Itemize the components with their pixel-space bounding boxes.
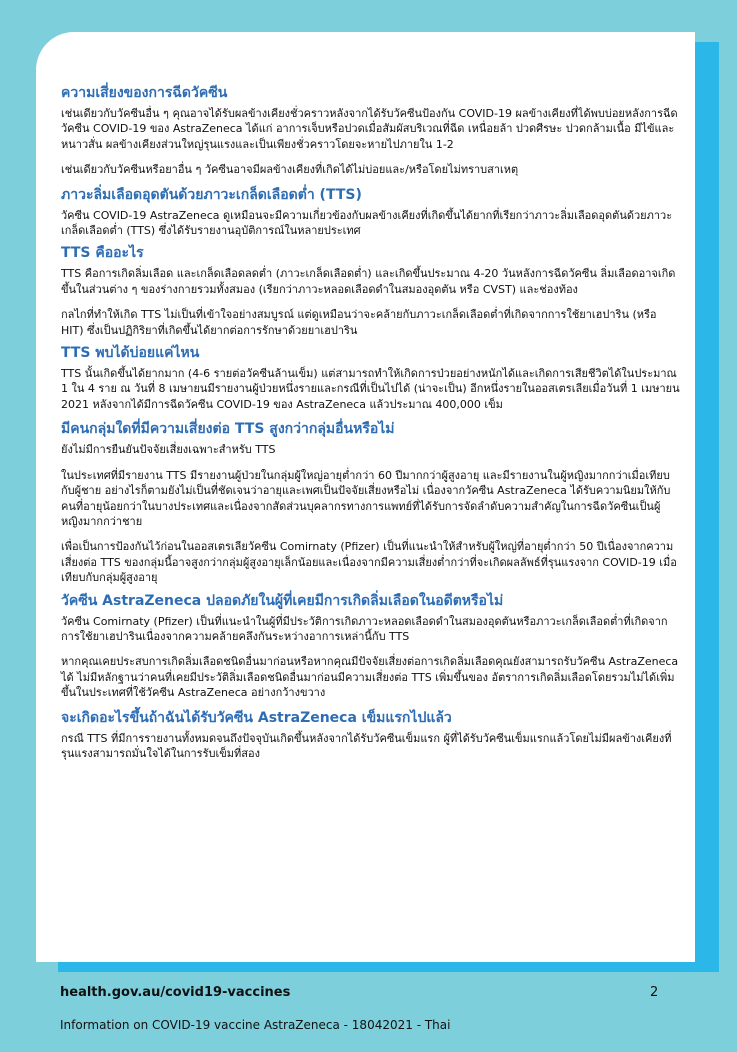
section-heading-risks: ความเสี่ยงของการฉีดวัคซีน <box>61 85 228 101</box>
footer-url-link[interactable]: health.gov.au/covid19-vaccines <box>60 985 291 1000</box>
section-heading-tts: ภาวะลิ่มเลือดอุดตันด้วยภาวะเกล็ดเลือดต่ำ (TTS) <box>61 186 362 203</box>
paragraph: กลไกที่ทำให้เกิด TTS ไม่เป็นที่เข้าใจอย่างสมบูรณ์ แต่ดูเหมือนว่าจะคล้ายกับภาวะเกล็ดเลือดต่ำที่เกิดจากการใช้ยาเฮปาริน (หรือ HIT) ซึ่งเป็นปฏิกิริยาที่เกิดขึ้นได้ยากต่อการรักษาด้วยยาเฮปาริน <box>61 308 657 337</box>
paragraph: วัคซีน COVID-19 AstraZeneca ดูเหมือนจะมีความเกี่ยวข้องกับผลข้างเคียงที่เกิดขึ้นได้ยากที่เรียกว่าภาวะลิ่มเลือดอุดตันด้วยภาวะเกล็ดเลือดต่ำ (TTS) ซึ่งได้รับรายงานอุบัติการณ์ในหลายประเทศ <box>61 208 673 238</box>
page-number: 2 <box>650 985 659 1000</box>
paragraph: ในประเทศที่มีรายงาน TTS มีรายงานผู้ป่วยในกลุ่มผู้ใหญ่อายุต่ำกว่า 60 ปีมากกว่าผู้สูงอายุ และมีรายงานในผู้หญิงมากกว่าเมื่อเทียบกับผู้ชาย อย่างไรก็ตามยังไม่เป็นที่ชัดเจนว่าอายุและเพศเป็นปัจจัยเสี่ยงหรือไม่ เนื่องจากวัคซีน AstraZeneca ได้รับความนิยมให้กับคนที่อายุน้อยกว่าในบางประเทศและเนื่องจากสัดส่วนบุคลากรทางการแพทย์ที่ได้รับการจัดลำดับความสำคัญในการฉีดวัคซีนเป็นผู้หญิงมากกว่าชาย <box>61 468 671 528</box>
footer-info: Information on COVID-19 vaccine AstraZeneca - 18042021 - Thai <box>60 1018 451 1032</box>
document-body <box>61 84 681 761</box>
paragraph: กรณี TTS ที่มีการรายงานทั้งหมดจนถึงปัจจุบันเกิดขึ้นหลังจากได้รับวัคซีนเข็มแรก ผู้ที่ได้รับวัคซีนเข็มแรกแล้วโดยไม่มีผลข้างเคียงที่รุนแรงสามารถมั่นใจได้ในการรับเข็มที่สอง <box>61 731 672 760</box>
paragraph: เช่นเดียวกับวัคซีนอื่น ๆ คุณอาจได้รับผลข้างเคียงชั่วคราวหลังจากได้รับวัคซีนป้องกัน COVID-19 ผลข้างเคียงที่ได้พบบ่อยหลังการฉีดวัคซีน COVID-19 ของ AstraZeneca ได้แก่ อาการเจ็บหรือปวดเมื่อสัมผัสบริเวณที่ฉีด เหนื่อยล้า ปวดศีรษะ ปวดกล้ามเนื้อ มีไข้และหนาวสั่น ผลข้างเคียงส่วนใหญ่รุนแรงและเป็นเพียงชั่วคราวโดยจะหายไปภายใน 1-2 <box>61 107 678 151</box>
paragraph: หากคุณเคยประสบการเกิดลิ่มเลือดชนิดอื่นมาก่อนหรือหากคุณมีปัจจัยเสี่ยงต่อการเกิดลิ่มเลือดคุณยังสามารถรับวัคซีน AstraZeneca ได้ ไม่มีหลักฐานว่าคนที่เคยมีประวัติลิ่มเลือดชนิดอื่นมาก่อนมีความเสี่ยงต่อ TTS เพิ่มขึ้นของ อัตราการเกิดลิ่มเลือดโดยรวมไม่ได้เพิ่มขึ้นในประเทศที่ใช้วัคซีน AstraZeneca อย่างกว้างขวาง <box>61 655 679 700</box>
paragraph: เช่นเดียวกับวัคซีนหรือยาอื่น ๆ วัคซีนอาจมีผลข้างเคียงที่เกิดได้ไม่บ่อยและ/หรือโดยไม่ทราบสาเหตุ <box>61 163 519 177</box>
paragraph: TTS นั้นเกิดขึ้นได้ยากมาก (4-6 รายต่อวัคซีนล้านเข็ม) แต่สามารถทำให้เกิดการป่วยอย่างหนักได้และเกิดการเสียชีวิตได้ในประมาณ 1 ใน 4 ราย ณ วันที่ 8 เมษายนมีรายงานผู้ป่วยหนึ่งรายและกรณีที่เป็นไปได้ (น่าจะเป็น) อีกหนึ่งรายในออสเตรเลียเมื่อวันที่ 1 เมษายน 2021 หลังจากได้มีการฉีดวัคซีน COVID-19 ของ AstraZeneca แล้วประมาณ 400,000 เข็ม <box>61 367 680 411</box>
paragraph: วัคซีน Comirnaty (Pfizer) เป็นที่แนะนำในผู้ที่มีประวัติการเกิดภาวะหลอดเลือดดำในสมองอุดตันหรือภาวะเกล็ดเลือดต่ำที่เกิดจากการใช้ยาเฮปารินเนื่องจากความคล้ายคลึงกันระหว่างอาการเหล่านี้กับ TTS <box>61 614 668 643</box>
section-heading-risk-groups: มีคนกลุ่มใดที่มีความเสี่ยงต่อ TTS สูงกว่ากลุ่มอื่นหรือไม่ <box>61 421 395 438</box>
paragraph: เพื่อเป็นการป้องกันไว้ก่อนในออสเตรเลียวัคซีน Comirnaty (Pfizer) เป็นที่แนะนำให้สำหรับผู้ใหญ่ที่อายุต่ำกว่า 50 ปีเนื่องจากความเสี่ยงต่อ TTS ของกลุ่มนี้อาจสูงกว่ากลุ่มผู้สูงอายุเล็กน้อยและเนื่องจากมีความเสี่ยงต่ำกว่าที่จะเกิดผลลัพธ์ที่รุนแรงจาก COVID-19 เมื่อเทียบกับกลุ่มผู้สูงอายุ <box>61 540 677 585</box>
paragraph: TTS คือการเกิดลิ่มเลือด และเกล็ดเลือดลดต่ำ (ภาวะเกล็ดเลือดต่ำ) และเกิดขึ้นประมาณ 4-20 วันหลังการฉีดวัคซีน ลิ่มเลือดอาจเกิดขึ้นในส่วนต่าง ๆ ของร่างกายรวมทั้งสมอง (เรียกว่าภาวะหลอดเลือดดำในสมองอุดตัน หรือ CVST) และช่องท้อง <box>61 267 676 296</box>
section-heading-how-common: TTS พบได้บ่อยแค่ไหน <box>61 345 200 362</box>
paragraph: ยังไม่มีการยืนยันปัจจัยเสี่ยงเฉพาะสำหรับ TTS <box>61 443 276 457</box>
section-heading-what-is-tts: TTS คืออะไร <box>61 245 144 262</box>
content-card <box>36 32 695 962</box>
section-heading-first-dose: จะเกิดอะไรขึ้นถ้าฉันได้รับวัคซีน AstraZeneca เข็มแรกไปแล้ว <box>61 709 452 726</box>
section-heading-past-clots: วัคซีน AstraZeneca ปลอดภัยในผู้ที่เคยมีการเกิดลิ่มเลือดในอดีตหรือไม่ <box>61 592 504 609</box>
